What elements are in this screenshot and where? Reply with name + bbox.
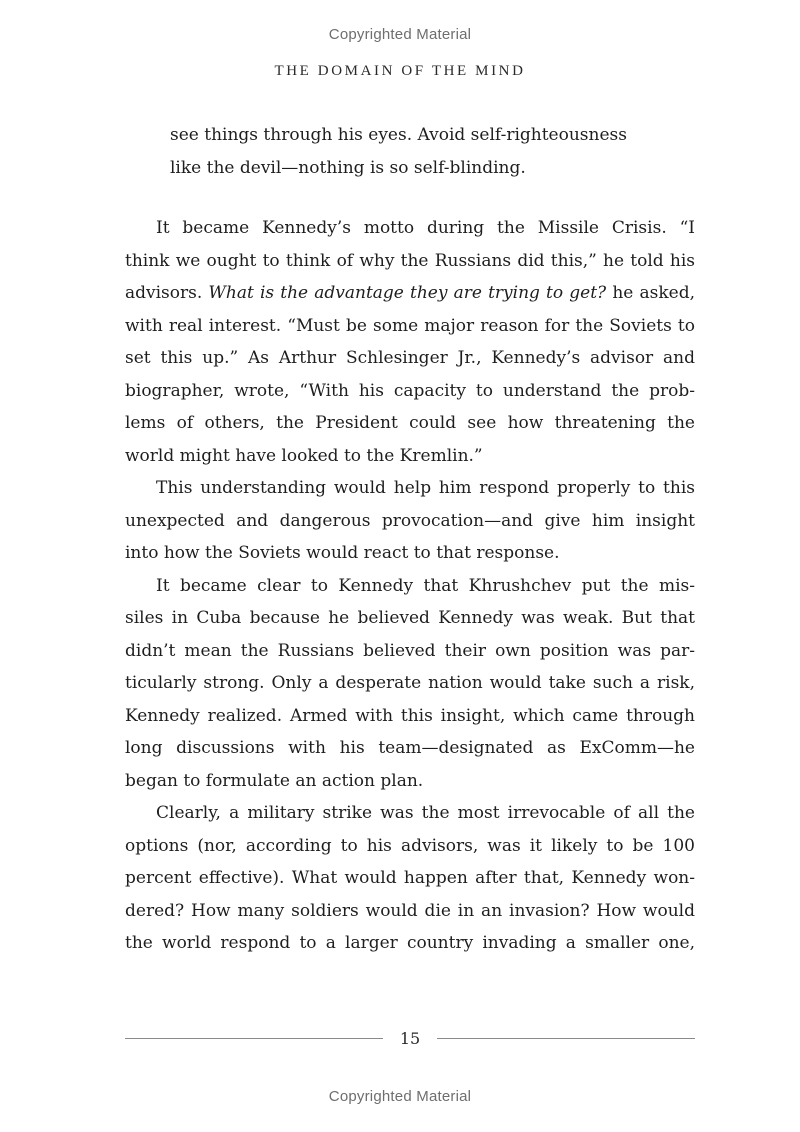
paragraph-line: dered? How many soldiers would die in an invasion? How would [125,900,695,921]
block-quote [170,119,670,184]
paragraph-line: long discussions with his team—designated as ExComm—he [125,738,695,758]
paragraph-line: percent effective). What would happen after that, Kennedy won- [125,868,695,888]
folio [125,1027,695,1051]
paragraph-line: This understanding would help him respond properly to this [156,478,695,498]
paragraph-line: Kennedy realized. Armed with this insight, which came through [125,705,695,726]
paragraph-line-end: he asked, [606,283,695,303]
running-head: THE DOMAIN OF THE MIND [274,63,526,79]
paragraph-line: into how the Soviets would react to that response. [125,543,560,563]
block-quote-line: see things through his eyes. Avoid self-righteousness [170,125,627,145]
paragraph-line: set this up.” As Arthur Schlesinger Jr., Kennedy’s advisor and [125,348,695,368]
paragraph-line: with real interest. “Must be some major reason for the Soviets to [125,315,695,336]
paragraph-line: Clearly, a military strike was the most irrevocable of all the [156,803,695,823]
paragraph-line: It became clear to Kennedy that Khrushchev put the mis- [156,575,695,596]
paragraph-line: options (nor, according to his advisors, was it likely to be 100 [125,835,695,856]
paragraph-line: biographer, wrote, “With his capacity to understand the prob- [125,380,695,401]
paragraph-line: lems of others, the President could see how threatening the [125,413,695,433]
body-text [125,212,695,960]
block-quote-line: like the devil—nothing is so self-blinding. [170,157,526,178]
paragraph-line: unexpected and dangerous provocation—and give him insight [125,510,695,531]
paragraph-line: ticularly strong. Only a desperate nation would take such a risk, [125,673,695,693]
paragraph-line: think we ought to think of why the Russians did this,” he told his [125,250,695,271]
paragraph-line: the world respond to a larger country invading a smaller one, [125,933,695,953]
paragraph-line: world might have looked to the Kremlin.” [125,445,483,466]
folio-rule-left [125,1038,383,1039]
paragraph-line: siles in Cuba because he believed Kennedy was weak. But that [125,608,695,628]
paragraph-line: began to formulate an action plan. [125,770,424,791]
copyright-watermark-bottom: Copyrighted Material [328,1088,472,1105]
paragraph-line: didn’t mean the Russians believed their own position was par- [125,640,695,661]
page-number: 15 [399,1029,421,1048]
paragraph-line [125,277,695,310]
folio-rule-right [437,1038,695,1039]
copyright-watermark-top: Copyrighted Material [328,26,472,43]
italic-question: What is the advantage they are trying to get? [208,283,607,303]
paragraph-line: It became Kennedy’s motto during the Missile Crisis. “I [156,218,695,238]
paragraph-line-start: advisors. [125,283,209,303]
